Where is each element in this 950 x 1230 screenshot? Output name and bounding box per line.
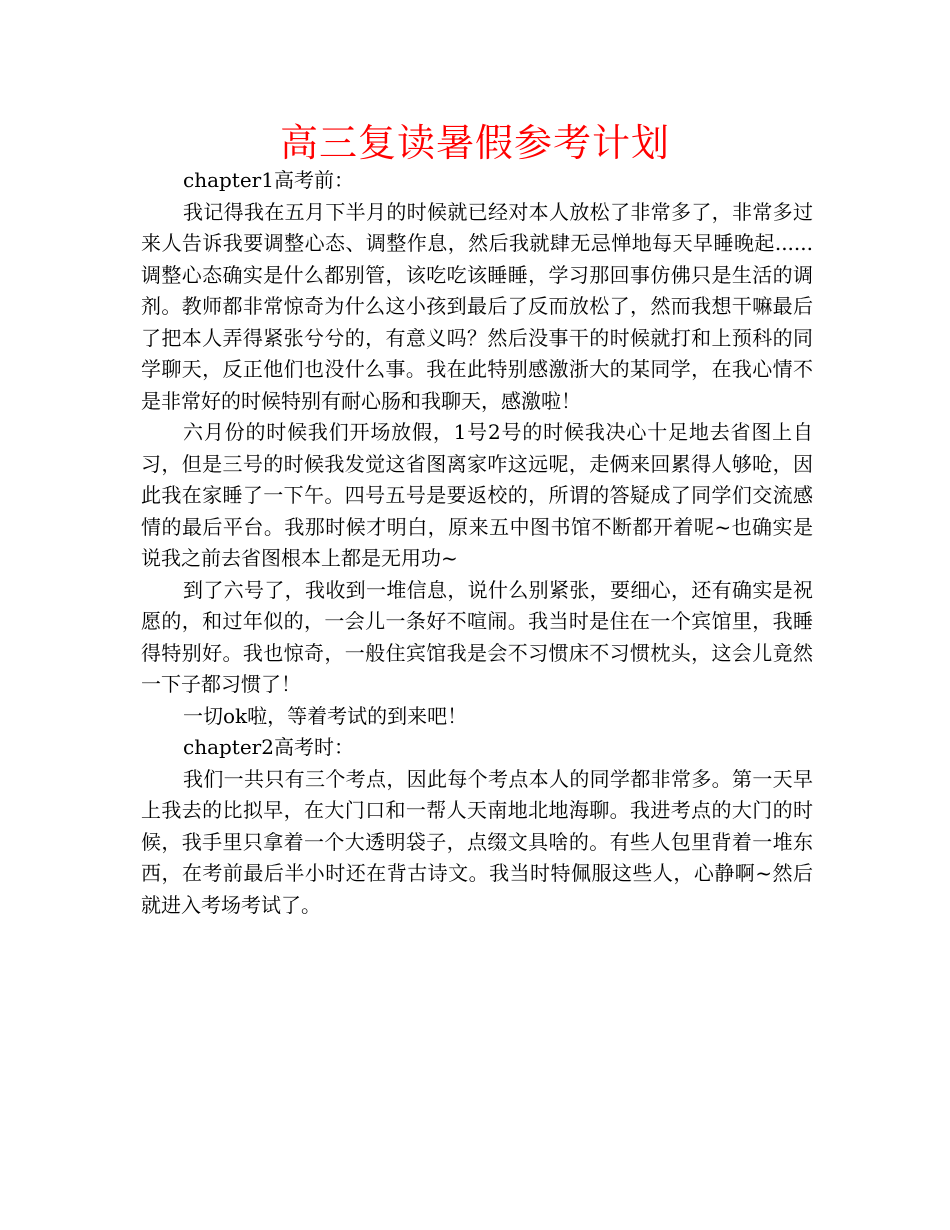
chapter1-heading: chapter1高考前： bbox=[183, 168, 354, 192]
document-body bbox=[141, 165, 813, 921]
document-title: 高三复读暑假参考计划 bbox=[279, 121, 670, 165]
chapter2-heading: chapter2高考时： bbox=[183, 735, 354, 759]
paragraph-june-sixth: 到了六号了，我收到一堆信息，说什么别紧张，要细心，还有确实是祝愿的，和过年似的，一会儿一条好不喧闹。我当时是住在一个宾馆里，我睡得特别好。我也惊奇，一般住宾馆我是会不习惯床不习惯枕头，这会儿竟然一下子都习惯了！ bbox=[141, 577, 813, 696]
paragraph-june-holiday: 六月份的时候我们开场放假，1号2号的时候我决心十足地去省图上自习，但是三号的时候我发觉这省图离家咋这远呢，走俩来回累得人够呛，因此我在家睡了一下午。四号五号是要返校的，所谓的答疑成了同学们交流感情的最后平台。我那时候才明白，原来五中图书馆不断都开着呢~也确实是说我之前去省图根本上都是无用功~ bbox=[141, 420, 813, 570]
paragraph-ready: 一切ok啦，等着考试的到来吧！ bbox=[183, 703, 468, 728]
paragraph-exam-day: 我们一共只有三个考点，因此每个考点本人的同学都非常多。第一天早上我去的比拟早，在大门口和一帮人天南地北地海聊。我进考点的大门的时候，我手里只拿着一个大透明袋子，点缀文具啥的。有些人包里背着一堆东西，在考前最后半小时还在背古诗文。我当时特佩服这些人，心静啊~然后就进入考场考试了。 bbox=[141, 766, 813, 917]
paragraph-may-relax: 我记得我在五月下半月的时候就已经对本人放松了非常多了，非常多过来人告诉我要调整心态、调整作息，然后我就肆无忌惮地每天早睡晚起......调整心态确实是什么都别管，该吃吃该睡睡，学习那回事仿佛只是生活的调剂。教师都非常惊奇为什么这小孩到最后了反而放松了，然而我想干嘛最后了把本人弄得紧张兮兮的，有意义吗？然后没事干的时候就打和上预科的同学聊天，反正他们也没什么事。我在此特别感激浙大的某同学，在我心情不是非常好的时候特别有耐心肠和我聊天，感激啦！ bbox=[141, 199, 813, 413]
